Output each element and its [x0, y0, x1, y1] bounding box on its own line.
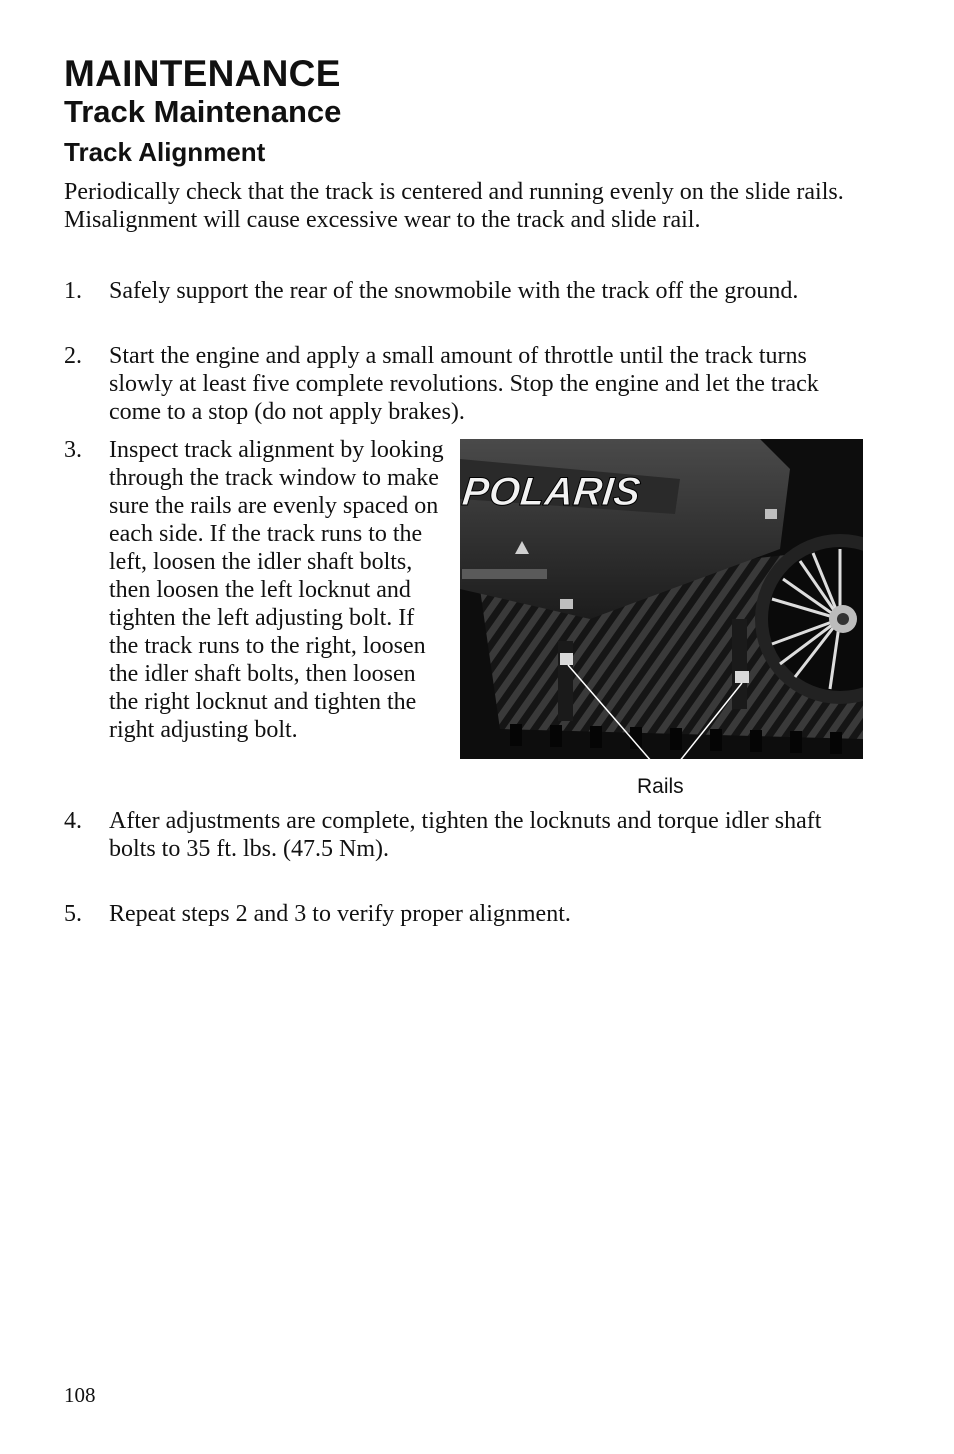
- polaris-logo: POLARIS: [460, 470, 643, 514]
- list-item-number: 5.: [64, 901, 82, 927]
- left-rail-clip: [560, 599, 573, 609]
- rail-clip: [765, 509, 777, 519]
- right-rail-clip: [735, 671, 749, 683]
- list-item-number: 2.: [64, 343, 82, 369]
- figure-caption: Rails: [637, 775, 684, 798]
- warning-label: [462, 569, 547, 579]
- left-rail-clip: [560, 653, 573, 665]
- list-item-number: 4.: [64, 808, 82, 834]
- page-number: 108: [64, 1383, 96, 1407]
- list-item-text: Safely support the rear of the snowmobile with the track off the ground.: [109, 278, 799, 304]
- list-item-text: Repeat steps 2 and 3 to verify proper alignment.: [109, 901, 571, 927]
- track-photo: [460, 439, 863, 759]
- section-heading: MAINTENANCE: [64, 53, 341, 94]
- list-item-text: After adjustments are complete, tighten the locknuts and torque idler shaft bolts to 35 ft. lbs. (47.5 Nm).: [109, 808, 822, 862]
- list-item-text: Inspect track alignment by looking through the track window to make sure the rails are evenly spaced on each side. If the track runs to the left, loosen the idler shaft bolts, then loosen the left locknut and tighten the left adjusting bolt. If the track runs to the right, loosen the idler shaft bolts, then loosen the right locknut and tighten the right adjusting bolt.: [109, 437, 444, 743]
- list-item-text: Start the engine and apply a small amount of throttle until the track turns slowly at least five complete revolutions. Stop the engine and let the track come to a stop (do not apply brakes).: [109, 343, 819, 425]
- track-photo-graphic: [460, 439, 863, 759]
- list-item-number: 1.: [64, 278, 82, 304]
- intro-paragraph: Periodically check that the track is centered and running evenly on the slide rails. Misalignment will cause excessive wear to the track and slide rail.: [64, 179, 844, 233]
- list-item-number: 3.: [64, 437, 82, 463]
- right-slide-rail: [732, 619, 747, 709]
- page-title: Track Maintenance: [64, 94, 342, 129]
- subsection-title: Track Alignment: [64, 137, 266, 167]
